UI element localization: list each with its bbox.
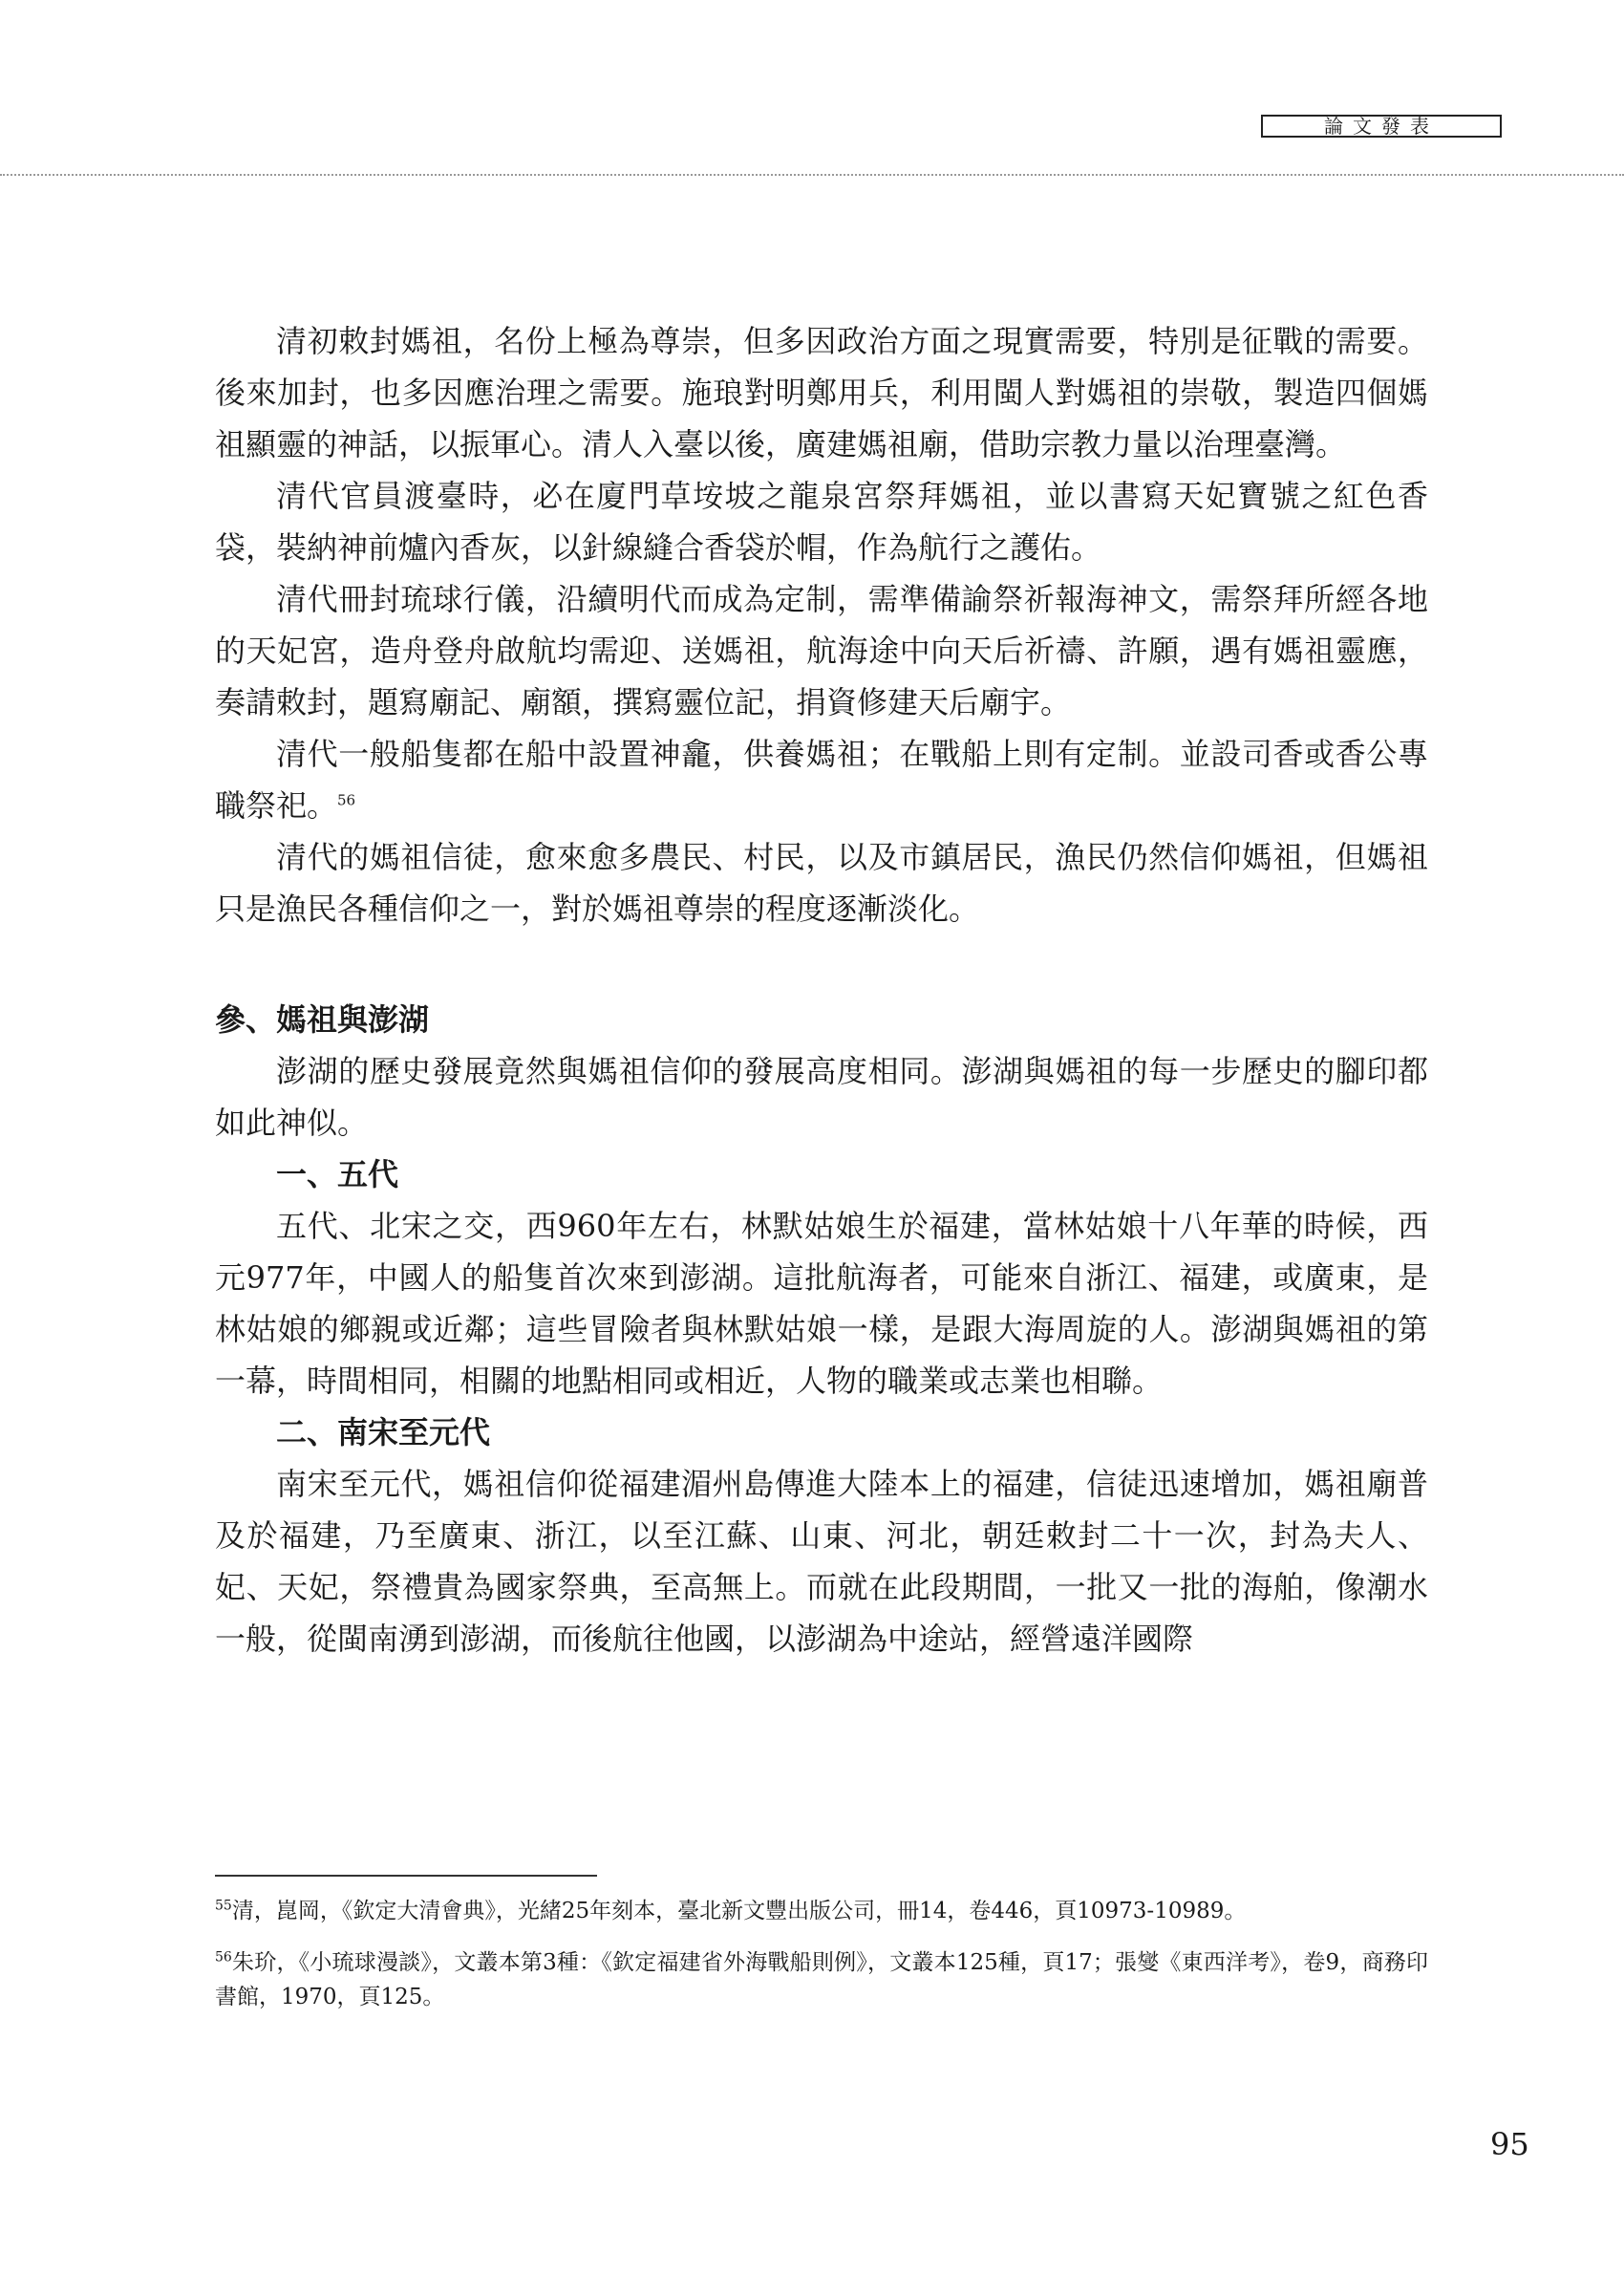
footnote-divider <box>215 1875 597 1877</box>
footnote-text: 清，崑岡，《欽定大清會典》，光緒25年刻本，臺北新文豐出版公司，冊14，卷446，頁10973-10989。 <box>231 1899 1247 1923</box>
paragraph-five-dynasties: 五代、北宋之交，西960年左右，林默姑娘生於福建，當林姑娘十八年華的時候，西元977年，中國人的船隻首次來到澎湖。這批航海者，可能來自浙江、福建，或廣東，是林姑娘的鄉親或近鄰；這些冒險者與林默姑娘一樣，是跟大海周旋的人。澎湖與媽祖的第一幕，時間相同，相關的地點相同或相近，人物的職業或志業也相聯。 <box>215 1208 1428 1399</box>
section-heading: 參、媽祖與澎湖 <box>215 1001 430 1038</box>
paragraph-4 <box>215 728 1428 831</box>
paragraph-song-yuan: 南宋至元代，媽祖信仰從福建湄州島傳進大陸本上的福建，信徒迅速增加，媽祖廟普及於福建，乃至廣東、浙江，以至江蘇、山東、河北，朝廷敕封二十一次，封為夫人、妃、天妃，祭禮貴為國家祭典，至高無上。而就在此段期間，一批又一批的海舶，像潮水一般，從閩南湧到澎湖，而後航往他國，以澎湖為中途站，經營遠洋國際 <box>215 1466 1428 1657</box>
footnotes <box>215 1894 1428 2031</box>
section-intro: 澎湖的歷史發展竟然與媽祖信仰的發展高度相同。澎湖與媽祖的每一步歷史的腳印都如此神似。 <box>215 1053 1428 1141</box>
footnote-ref-56[interactable]: 56 <box>337 791 356 809</box>
paragraph-4-text: 清代一般船隻都在船中設置神龕，供養媽祖；在戰船上則有定制。並設司香或香公專職祭祀。 <box>215 736 1428 824</box>
page-number: 95 <box>1490 2126 1529 2162</box>
paragraph-3: 清代冊封琉球行儀，沿續明代而成為定制，需準備諭祭祈報海神文，需祭拜所經各地的天妃宮，造舟登舟啟航均需迎、送媽祖，航海途中向天后祈禱、許願，遇有媽祖靈應，奏請敕封，題寫廟記、廟額，撰寫靈位記，捐資修建天后廟宇。 <box>215 581 1428 720</box>
footnote-56 <box>215 1945 1428 2014</box>
footnote-55 <box>215 1894 1428 1928</box>
paragraph-2: 清代官員渡臺時，必在廈門草垵坡之龍泉宮祭拜媽祖，並以書寫天妃寶號之紅色香袋，裝納神前爐內香灰，以針線縫合香袋於帽，作為航行之護佑。 <box>215 478 1428 566</box>
paragraph-1: 清初敕封媽祖，名份上極為尊崇，但多因政治方面之現實需要，特別是征戰的需要。後來加封，也多因應治理之需要。施琅對明鄭用兵，利用閩人對媽祖的崇敬，製造四個媽祖顯靈的神話，以振軍心。清人入臺以後，廣建媽祖廟，借助宗教力量以治理臺灣。 <box>215 323 1428 462</box>
main-text <box>215 315 1428 1665</box>
footnote-number: 55 <box>215 1898 232 1914</box>
footnote-number: 56 <box>215 1949 232 1966</box>
subheading-five-dynasties: 一、五代 <box>276 1156 399 1192</box>
footnote-text: 朱玠，《小琉球漫談》，文叢本第3種：《欽定福建省外海戰船則例》，文叢本125種，頁17；張燮《東西洋考》，卷9，商務印書館，1970，頁125。 <box>215 1950 1428 2009</box>
section-label: 論文發表 <box>1261 115 1502 138</box>
subheading-song-yuan: 二、南宋至元代 <box>276 1414 491 1450</box>
header-divider <box>0 174 1624 176</box>
paragraph-5: 清代的媽祖信徒，愈來愈多農民、村民，以及市鎮居民，漁民仍然信仰媽祖，但媽祖只是漁民各種信仰之一，對於媽祖尊崇的程度逐漸淡化。 <box>215 839 1428 927</box>
